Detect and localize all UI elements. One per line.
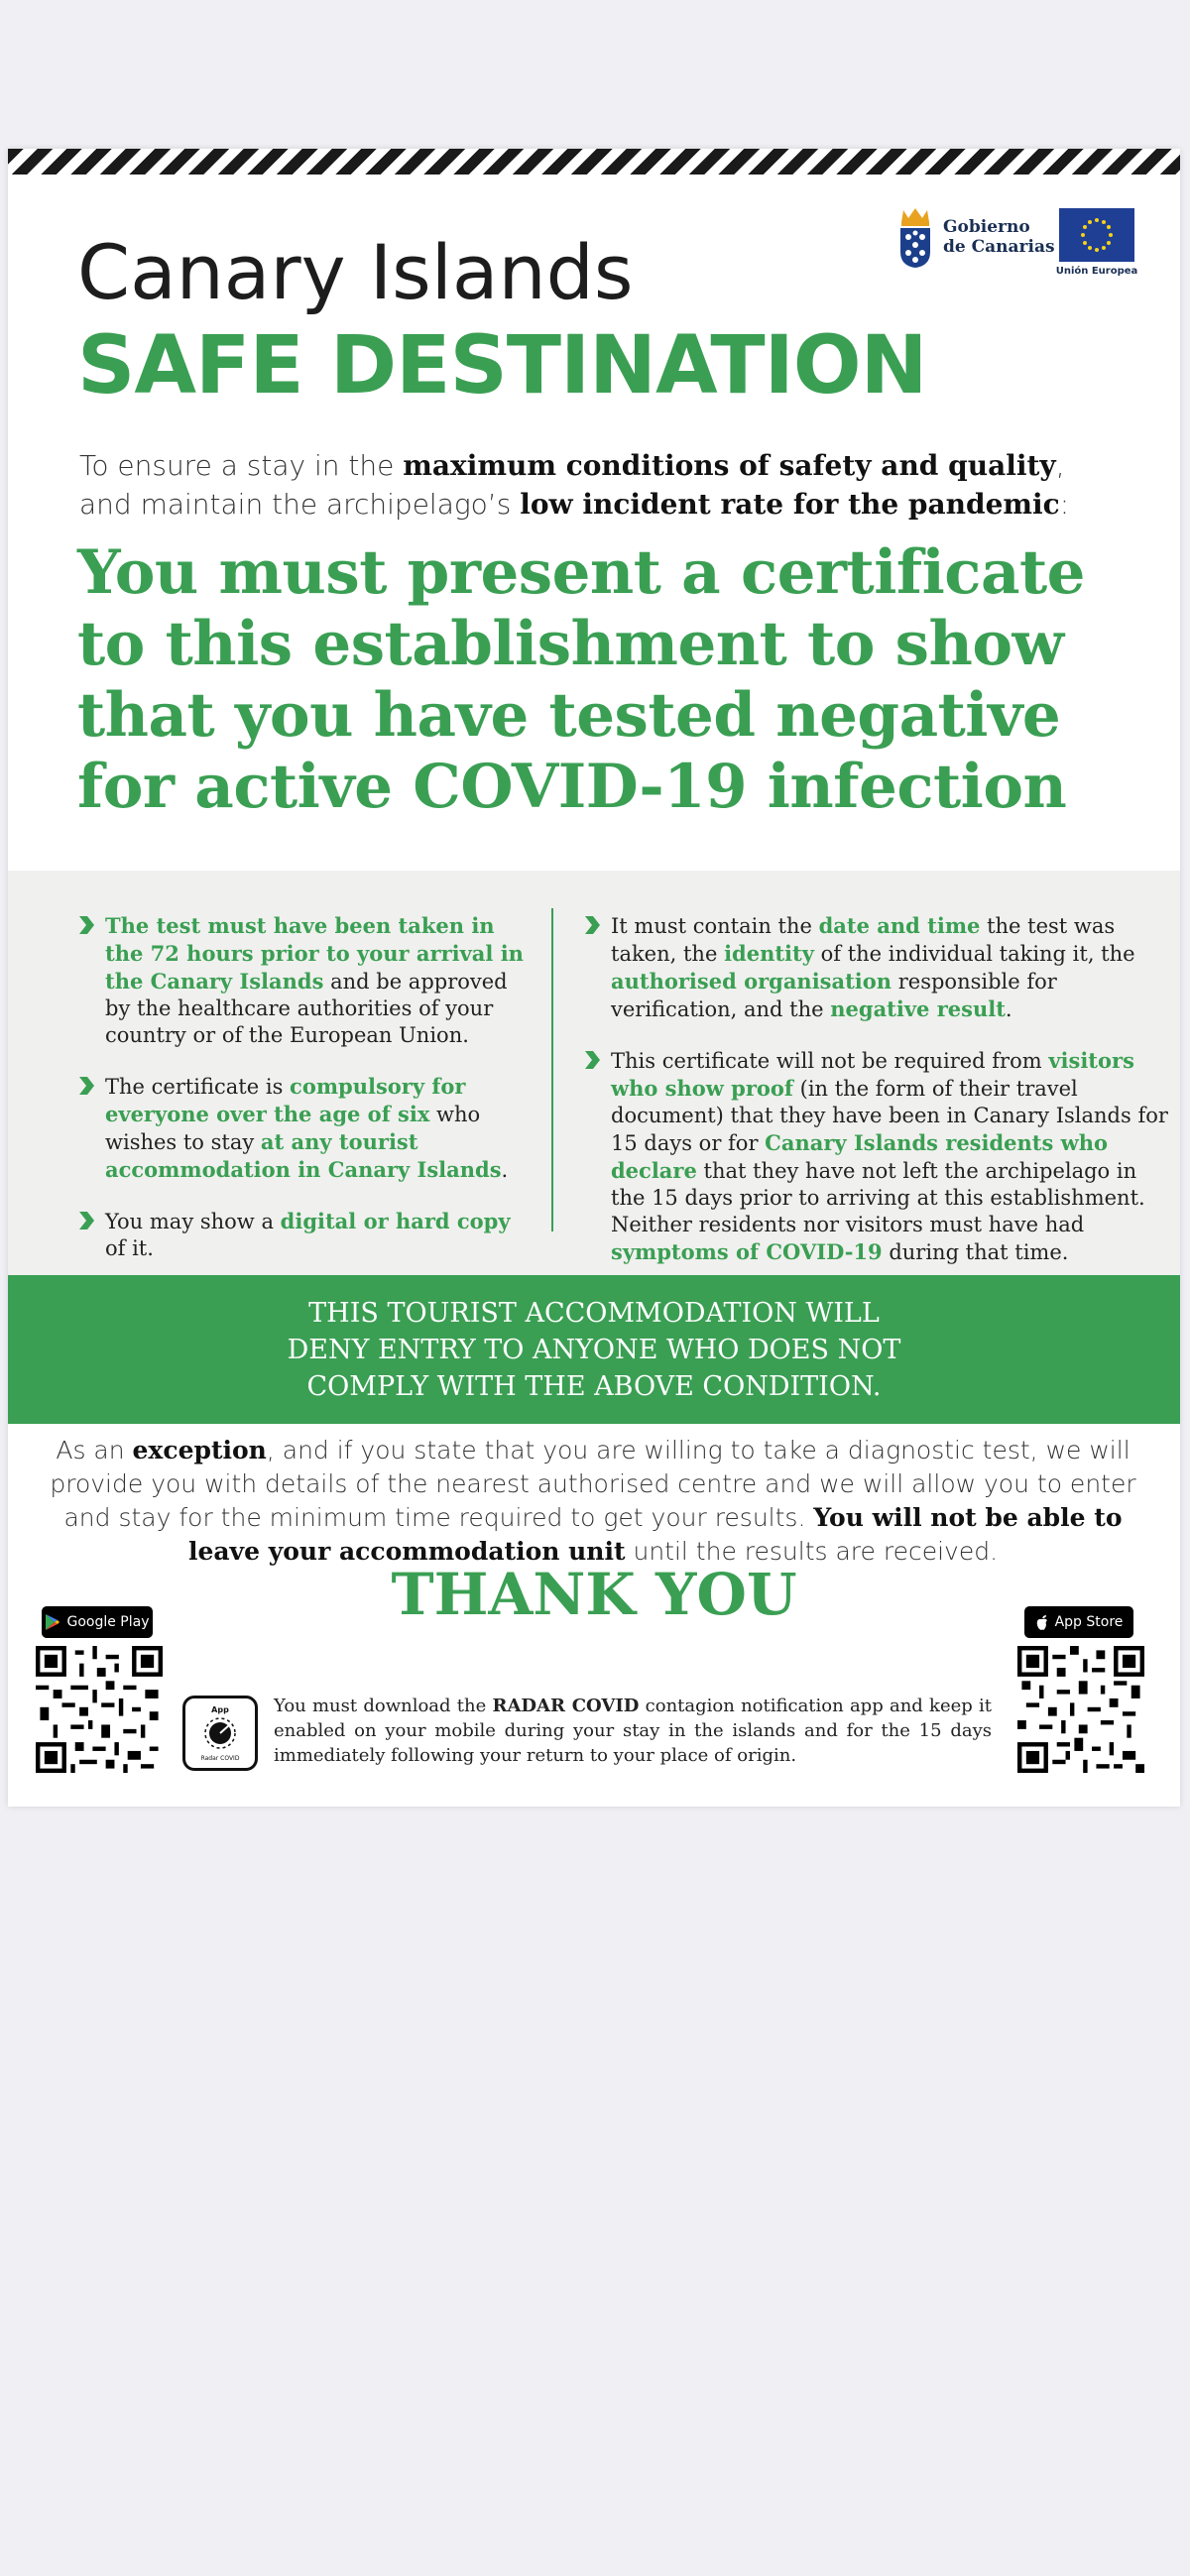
radar-note-text: You must download the [274,1696,493,1716]
condition-text: and be approved by the healthcare authorities of your country or of the European Union. [105,970,508,1047]
exception-text: until the results are received. [625,1537,999,1566]
condition-highlight: symptoms of COVID-19 [611,1239,883,1264]
google-play-icon [45,1613,60,1631]
radar-note-text: contagion notification app and keep it enabled on your mobile during your stay in the islands and for the 15 days immediately following your return to your place of origin. [274,1696,992,1766]
chevron-right-icon [77,915,95,935]
radar-icon [185,1698,255,1768]
condition-highlight: negative result [830,996,1006,1021]
condition-highlight: identity [724,941,814,966]
condition-text: This certificate will not be required from [611,1049,1049,1073]
banner-line1: THIS TOURIST ACCOMMODATION WILL [308,1297,880,1329]
google-play-label: Google Play [66,1614,150,1630]
canarias-logo-text [943,217,1055,257]
thank-you-heading: THANK YOU [391,1561,797,1628]
google-play-qr-code[interactable] [36,1646,163,1773]
condition-highlight: authorised organisation [611,969,892,994]
radar-icon-label-top: App [211,1705,229,1714]
column-divider [551,908,553,1231]
condition-item [77,1073,529,1184]
condition-highlight: visitors who show proof [611,1048,1134,1101]
intro-text-1: To ensure a stay in the [79,449,404,482]
title-line2: SAFE DESTINATION [77,319,927,412]
eu-flag-icon [1059,208,1134,262]
poster [8,149,1180,1807]
condition-text: of the individual taking it, the [813,942,1135,966]
condition-item [583,1047,1168,1266]
condition-text: responsible for verification, and the [611,970,1057,1021]
condition-highlight: date and time [818,913,981,938]
app-store-label: App Store [1054,1614,1124,1630]
chevron-right-icon [77,1076,95,1096]
condition-text: . [1005,997,1012,1021]
canarias-logo-line1: Gobierno [943,217,1030,237]
condition-highlight: The test must have been taken in the 72 hours prior to your arrival in the Canary Islands [105,913,524,994]
banner-line3: COMPLY WITH THE ABOVE CONDITION. [306,1370,882,1402]
exception-bold: You will not be able to leave your accommodation unit [187,1503,1123,1566]
intro-bold-2: low incident rate for the pandemic [520,488,1060,521]
hazard-stripe [8,149,1180,175]
condition-highlight: digital or hard copy [280,1209,511,1233]
app-store-badge[interactable] [1024,1606,1133,1638]
condition-text: during that time. [882,1240,1069,1264]
condition-highlight: Canary Islands residents who declare [611,1130,1108,1183]
chevron-right-icon [583,1050,601,1070]
chevron-right-icon [583,915,601,935]
intro-text-2: , and maintain the archipelago’s [79,449,1065,521]
canarias-crest-icon [895,204,935,270]
condition-highlight: at any tourist accommodation in Canary Islands [105,1129,502,1182]
condition-item [77,912,529,1049]
conditions-right-column [583,912,1168,1290]
gobierno-de-canarias-logo [895,204,1055,270]
condition-text: You may show a [105,1210,281,1233]
condition-text: who wishes to stay [105,1103,481,1154]
radar-note-bold: RADAR COVID [492,1696,640,1716]
eu-logo-text: Unión Europea [1055,266,1138,277]
chevron-right-icon [77,1211,95,1230]
condition-text: the test was taken, the [611,914,1116,966]
conditions-left-column [77,912,529,1286]
app-store-qr-code[interactable] [1017,1646,1144,1773]
exception-bold: exception [132,1436,267,1464]
exception-paragraph [48,1434,1138,1569]
intro-text-3: : [1059,488,1070,521]
condition-text: of it. [105,1236,154,1260]
google-play-badge[interactable] [42,1606,153,1638]
intro-bold-1: maximum conditions of safety and quality [403,449,1056,482]
conditions-panel [8,871,1180,1275]
exception-text: , and if you state that you are willing to take a diagnostic test, we will provide you with details of the nearest authorised centre and we will allow you to enter and stay for the minimum time required to get your results. [50,1436,1136,1532]
deny-entry-banner [8,1275,1180,1424]
european-union-logo [1055,208,1138,277]
radar-covid-note [274,1694,992,1768]
condition-text: . [501,1158,509,1182]
condition-text: It must contain the [611,914,819,938]
radar-icon-label-bottom: Radar COVID [200,1755,240,1762]
condition-item [77,1208,529,1262]
radar-covid-app-icon [182,1696,258,1771]
banner-line2: DENY ENTRY TO ANYONE WHO DOES NOT [287,1334,901,1365]
certificate-headline: You must present a certificate to this establishment to show that you have tested negative for active COVID-19 infection [77,537,1085,822]
condition-text: The certificate is [105,1075,291,1099]
intro-paragraph [79,446,1130,524]
canarias-logo-line2: de Canarias [943,237,1055,257]
title-line1: Canary Islands [77,228,634,316]
condition-text: (in the form of their travel document) that they have been in Canary Islands for 15 days or for [611,1077,1168,1155]
exception-text: As an [56,1436,133,1464]
apple-icon [1035,1614,1049,1631]
condition-item [583,912,1168,1023]
condition-highlight: compulsory for everyone over the age of six [105,1074,466,1126]
condition-text: that they have not left the archipelago in the 15 days prior to arriving at this establishment. Neither residents nor visitors must have had [611,1159,1145,1236]
